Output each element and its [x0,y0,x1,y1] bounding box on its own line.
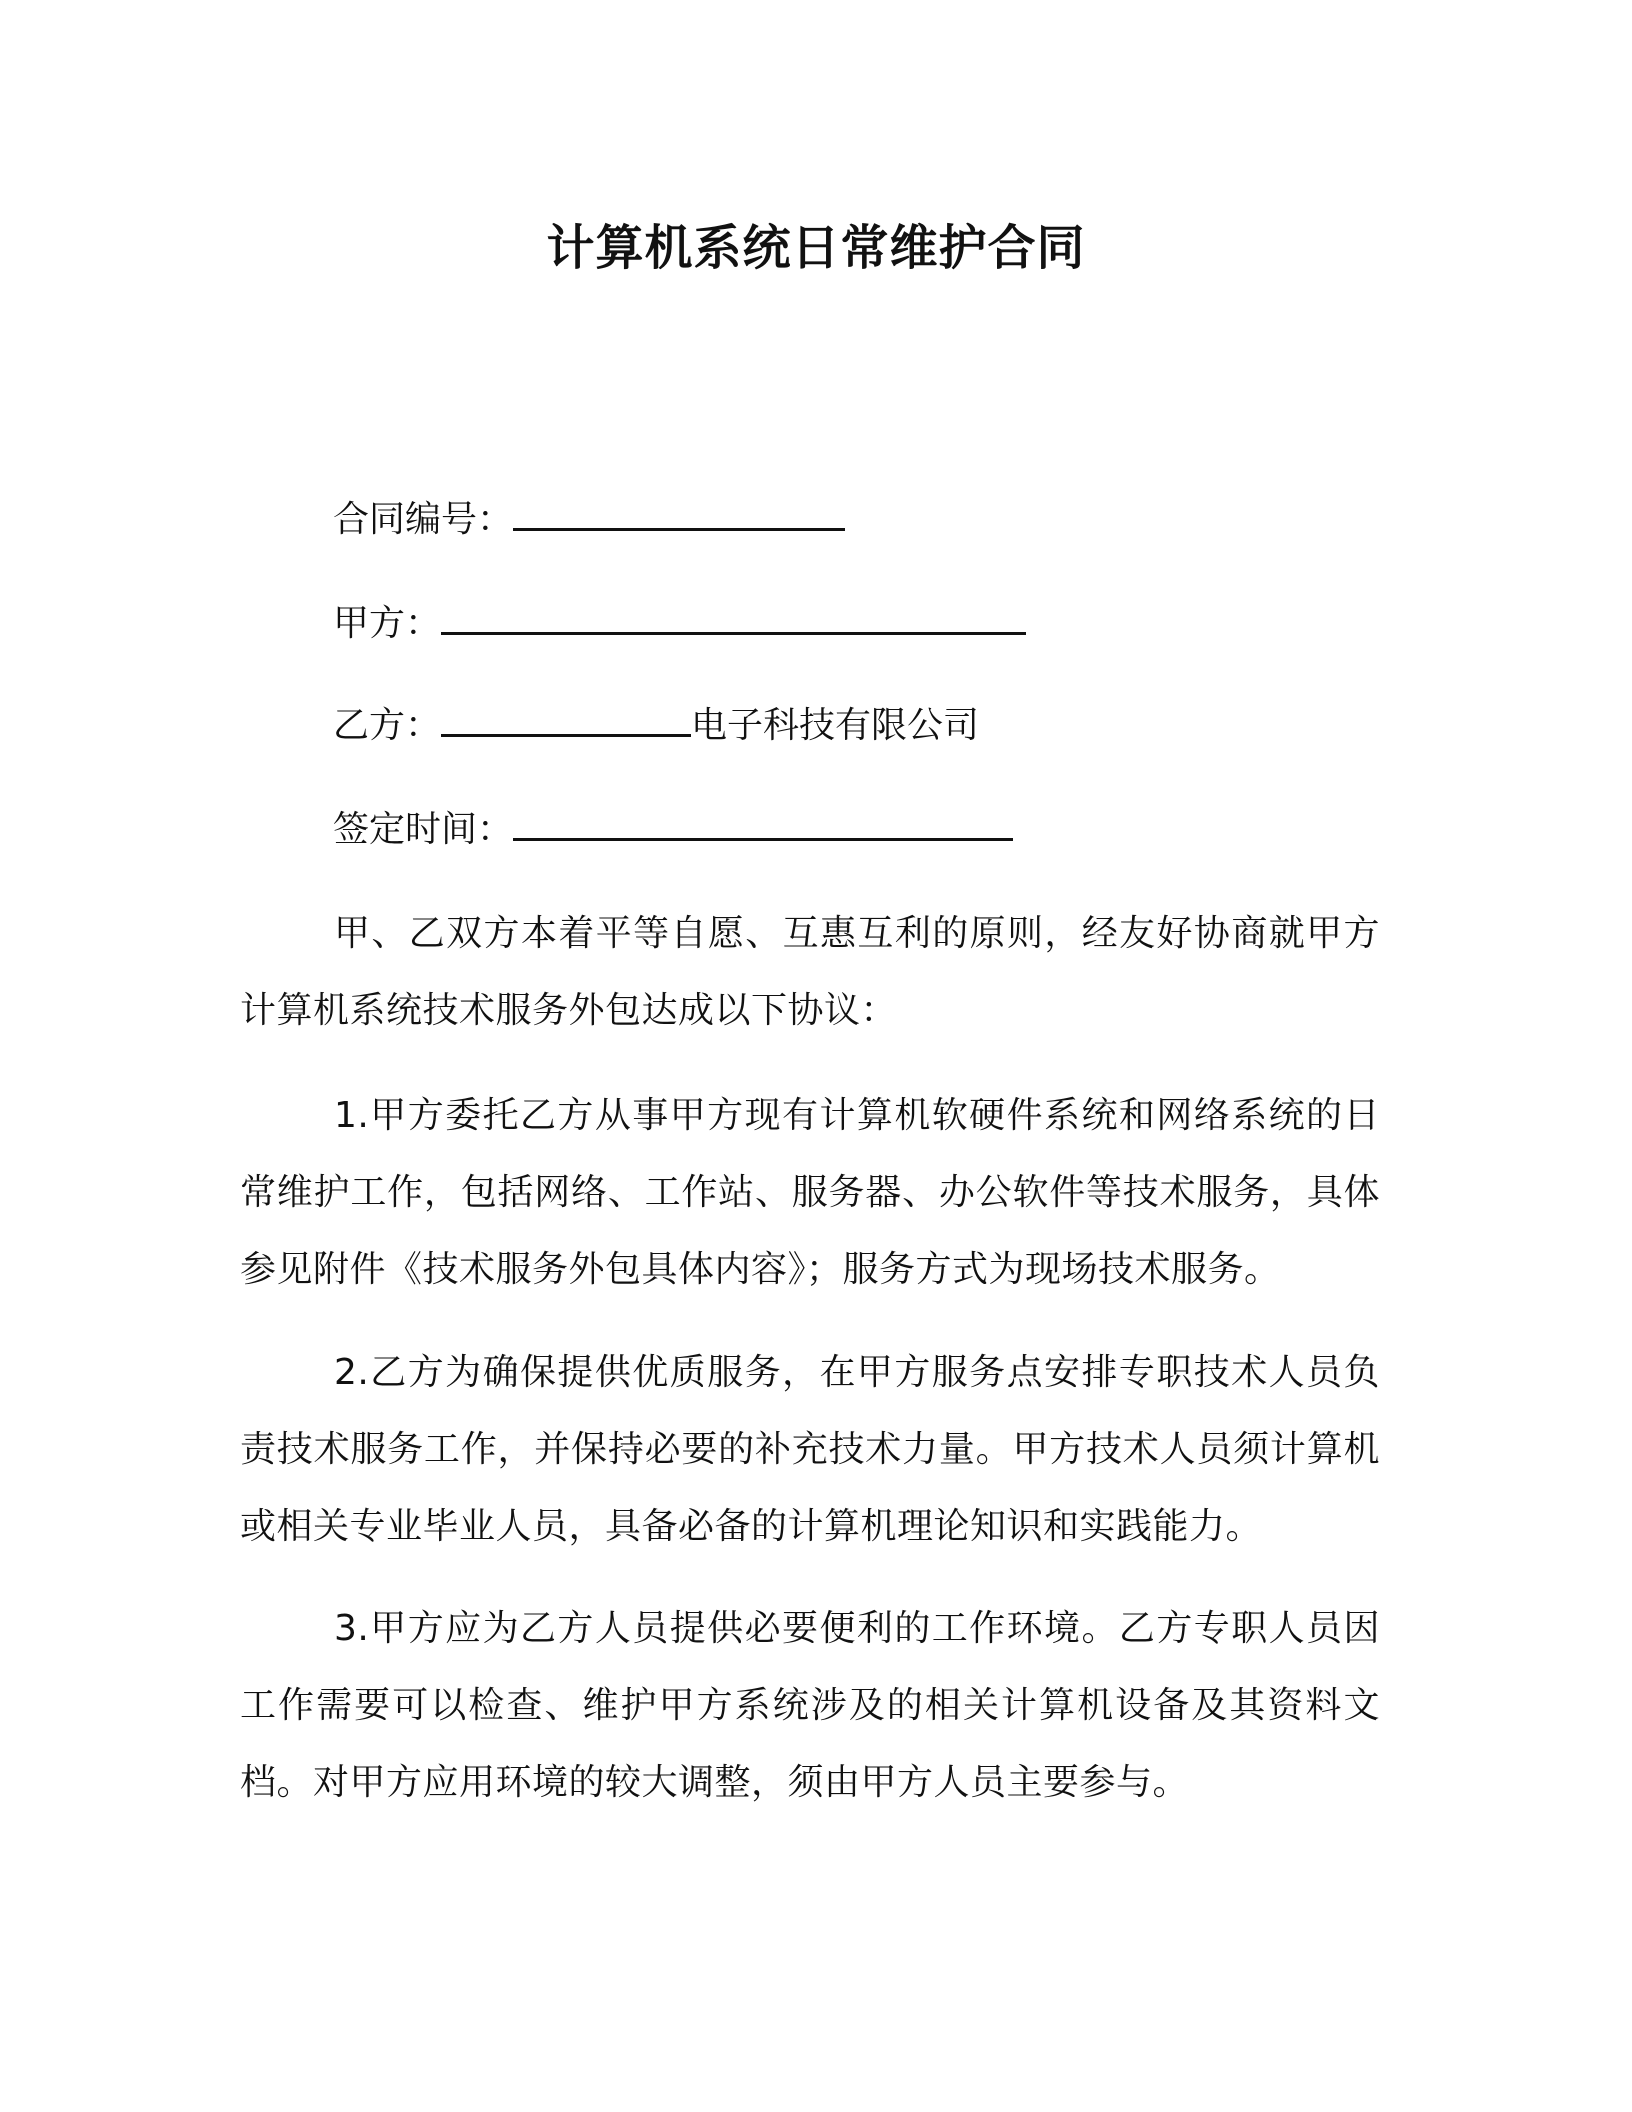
party-a-label: 甲方： [333,603,442,644]
sign-date-label: 签定时间： [333,809,514,850]
party-b-field [333,702,979,750]
party-b-label: 乙方： [333,705,442,746]
party-a-blank [441,602,1026,635]
party-a-field [333,600,1026,648]
party-b-blank [441,704,691,737]
clause-3-paragraph: 3.甲方应为乙方人员提供必要便利的工作环境。乙方专职人员因工作需要可以检查、维护甲方系统涉及的相关计算机设备及其资料文档。对甲方应用环境的较大调整，须由甲方人员主要参与。 [240,1608,1380,1803]
document-title: 计算机系统日常维护合同 [546,220,1086,276]
clause-1-paragraph: 1.甲方委托乙方从事甲方现有计算机软硬件系统和网络系统的日常维护工作，包括网络、工作站、服务器、办公软件等技术服务，具体参见附件《技术服务外包具体内容》；服务方式为现场技术服务。 [240,1095,1380,1290]
party-b-company-suffix: 电子科技有限公司 [691,705,980,746]
sign-date-blank [513,808,1013,841]
contract-number-blank [513,498,845,531]
sign-date-field [333,806,1013,854]
contract-number-field [333,496,845,544]
clause-2-paragraph: 2.乙方为确保提供优质服务，在甲方服务点安排专职技术人员负责技术服务工作，并保持必要的补充技术力量。甲方技术人员须计算机或相关专业毕业人员，具备必备的计算机理论知识和实践能力。 [240,1352,1380,1547]
preamble-paragraph: 甲、乙双方本着平等自愿、互惠互利的原则，经友好协商就甲方计算机系统技术服务外包达成以下协议： [240,913,1380,1031]
contract-number-label: 合同编号： [333,499,514,540]
